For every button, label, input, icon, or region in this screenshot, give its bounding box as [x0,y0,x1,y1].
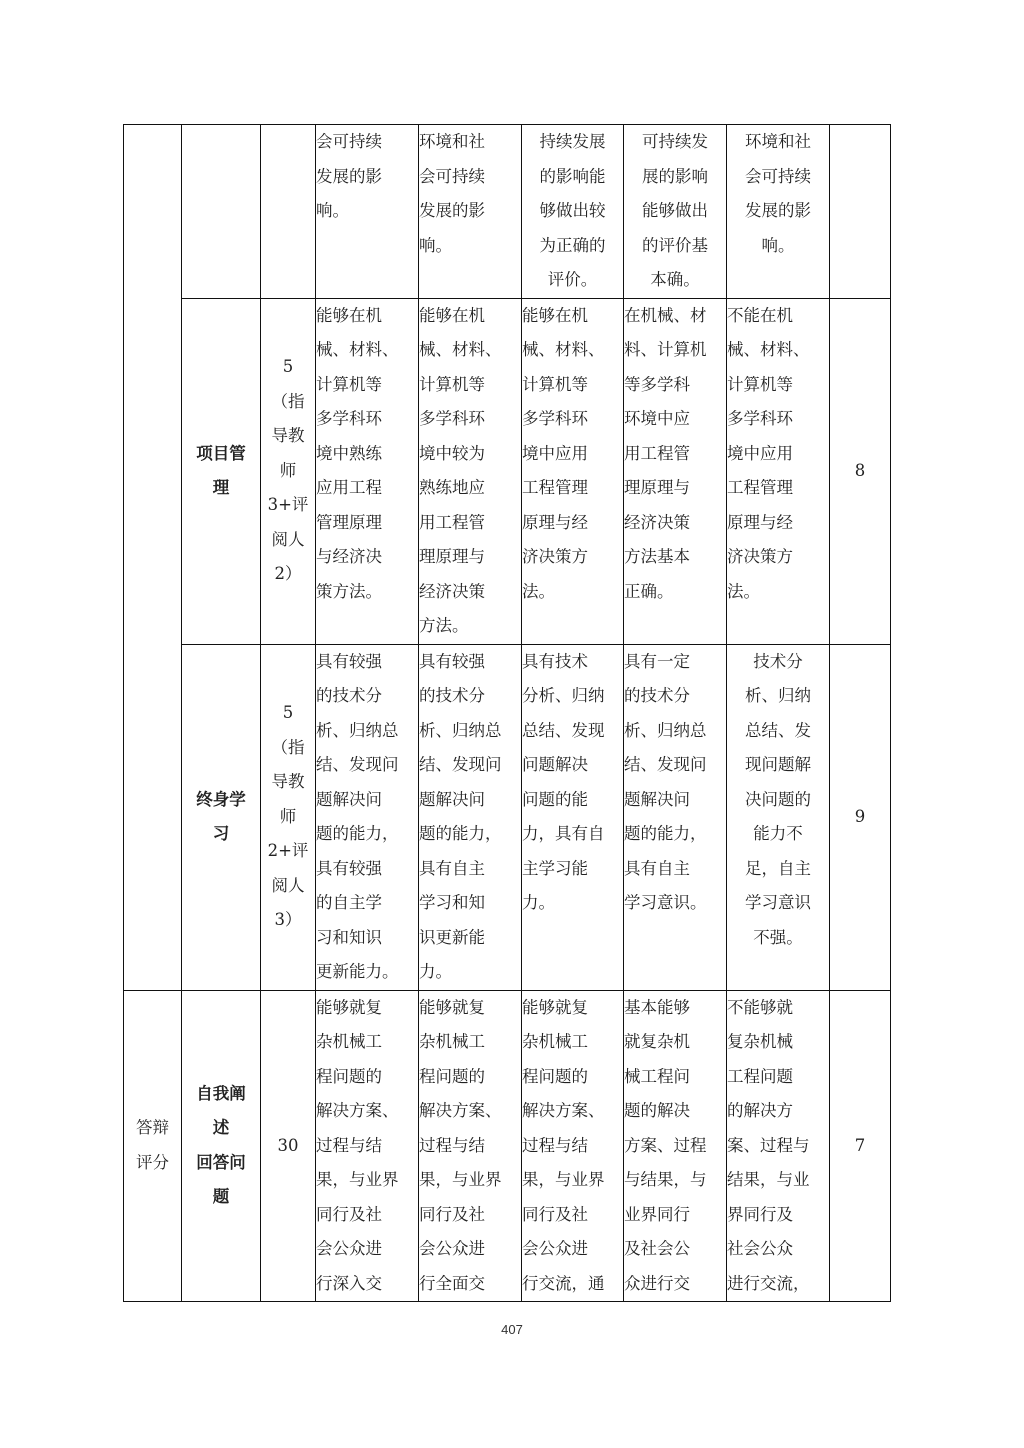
level-medium-cell: 具有技术 分析、归纳 总结、发现 问题解决 问题的能 力，具有自 主学习能 力。 [522,644,624,990]
item-cell: 项目管 理 [182,298,261,644]
level-medium-cell: 能够就复 杂机械工 程问题的 解决方案、 过程与结 果，与业界 同行及社 会公众进 行交流，通 [522,990,624,1302]
level-excellent-cell: 能够就复 杂机械工 程问题的 解决方案、 过程与结 果，与业界 同行及社 会公众进 行深入交 [316,990,419,1302]
page-number: 407 [501,1322,523,1337]
table-row [124,125,891,299]
level-pass-cell: 可持续发 展的影响 能够做出 的评价基 本确。 [624,125,727,299]
level-fail-cell: 不能够就 复杂机械 工程问题 的解决方 案、过程与 结果，与业 界同行及 社会公众 进行交流， [727,990,830,1302]
level-excellent-cell: 会可持续 发展的影 响。 [316,125,419,299]
table-row [124,298,891,644]
level-excellent-cell: 具有较强 的技术分 析、归纳总 结、发现问 题解决问 题的能力， 具有较强 的自主学 习和知识 更新能力。 [316,644,419,990]
item-cell [182,125,261,299]
level-good-cell: 能够就复 杂机械工 程问题的 解决方案、 过程与结 果，与业界 同行及社 会公众进 行全面交 [419,990,522,1302]
level-pass-cell: 基本能够 就复杂机 械工程问 题的解决 方案、过程 与结果，与 业界同行 及社会公 众进行交 [624,990,727,1302]
item-cell: 自我阐 述 回答问 题 [182,990,261,1302]
category-cell: 答辩 评分 [124,990,182,1302]
points-cell: 5 （指 导教 师 2+评 阅人 3） [261,644,316,990]
level-excellent-cell: 能够在机 械、材料、 计算机等 多学科环 境中熟练 应用工程 管理原理 与经济决 策方法。 [316,298,419,644]
score-cell [830,125,891,299]
level-good-cell: 能够在机 械、材料、 计算机等 多学科环 境中较为 熟练地应 用工程管 理原理与 经济决策 方法。 [419,298,522,644]
table-row [124,644,891,990]
level-fail-cell: 技术分 析、归纳 总结、发 现问题解 决问题的 能力不 足，自主 学习意识 不强。 [727,644,830,990]
points-cell: 5 （指 导教 师 3+评 阅人 2） [261,298,316,644]
item-cell: 终身学 习 [182,644,261,990]
level-medium-cell: 能够在机 械、材料、 计算机等 多学科环 境中应用 工程管理 原理与经 济决策方 法。 [522,298,624,644]
points-cell: 30 [261,990,316,1302]
level-medium-cell: 持续发展 的影响能 够做出较 为正确的 评价。 [522,125,624,299]
grading-rubric-table [123,124,891,1302]
level-fail-cell: 环境和社 会可持续 发展的影 响。 [727,125,830,299]
level-good-cell: 具有较强 的技术分 析、归纳总 结、发现问 题解决问 题的能力， 具有自主 学习和知 识更新能 力。 [419,644,522,990]
score-cell: 8 [830,298,891,644]
category-cell [124,125,182,991]
level-fail-cell: 不能在机 械、材料、 计算机等 多学科环 境中应用 工程管理 原理与经 济决策方 法。 [727,298,830,644]
score-cell: 7 [830,990,891,1302]
level-pass-cell: 具有一定 的技术分 析、归纳总 结、发现问 题解决问 题的能力， 具有自主 学习意识。 [624,644,727,990]
table-row [124,990,891,1302]
points-cell [261,125,316,299]
level-pass-cell: 在机械、材 料、计算机 等多学科 环境中应 用工程管 理原理与 经济决策 方法基本 正确。 [624,298,727,644]
level-good-cell: 环境和社 会可持续 发展的影 响。 [419,125,522,299]
score-cell: 9 [830,644,891,990]
